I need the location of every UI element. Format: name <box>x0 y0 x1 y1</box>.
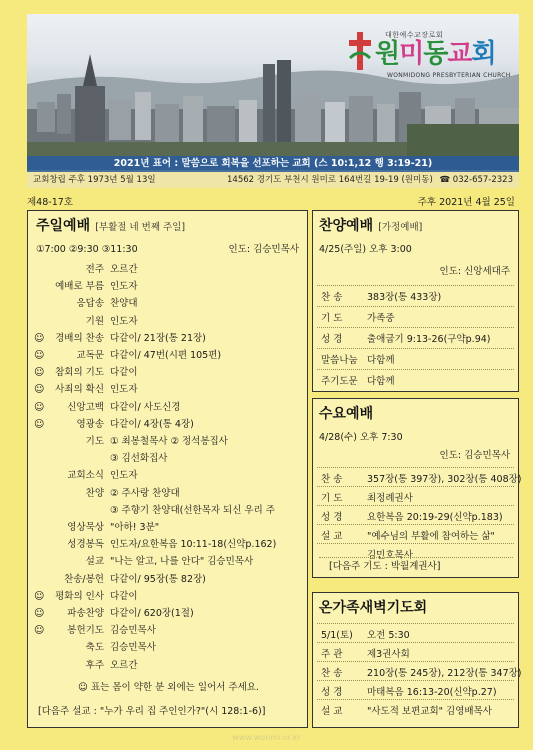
praise-subtitle: [가정예배] <box>378 222 423 233</box>
sunday-title-row <box>36 215 185 235</box>
issue-date: 주후 2021년 4월 25일 <box>417 197 515 208</box>
row-divider <box>317 642 514 643</box>
worship-order-row <box>28 641 309 655</box>
wednesday-item-value: 최정례권사 <box>367 493 413 504</box>
order-value: 다같이/ 사도신경 <box>110 401 181 413</box>
worship-order-row <box>28 435 309 449</box>
worship-order-row <box>28 383 309 397</box>
order-label: 예배로 부름 <box>55 281 104 293</box>
worship-order-row <box>28 487 309 501</box>
order-value: 김승민목사 <box>110 642 156 654</box>
order-label: 기원 <box>85 315 104 327</box>
worship-order-row <box>28 659 309 673</box>
order-value: 다같이/ 21장(통 21장) <box>110 332 206 344</box>
worship-order-row <box>28 624 309 638</box>
row-divider <box>317 623 514 624</box>
yearly-motto: 2021년 표어 : 말씀으로 회복을 선포하는 교회 (스 10:1,12 행 3:19-21) <box>27 156 519 172</box>
dawn-title: 온가족새벽기도회 <box>319 600 428 616</box>
phone-icon: ☎ <box>439 175 453 185</box>
service-times: ①7:00 ②9:30 ③11:30 <box>36 244 138 255</box>
issue-number: 제48-17호 <box>27 197 73 208</box>
praise-item-value: 가족중 <box>367 313 395 324</box>
dawn-item-label: 성 경 <box>321 687 343 698</box>
order-value: ③ 주향기 찬양대(선한목자 되신 우리 주 <box>110 504 275 516</box>
worship-order-row <box>28 280 309 294</box>
praise-item-label: 성 경 <box>321 334 343 345</box>
worship-order-row <box>28 521 309 535</box>
dawn-item-label: 5/1(토) <box>321 630 353 641</box>
church-phone: ☎ 032-657-2323 <box>439 175 513 185</box>
order-value: 인도자 <box>110 315 138 327</box>
order-label: 기도 <box>85 436 104 447</box>
order-value: ③ 김선화집사 <box>110 453 168 465</box>
worship-order-row <box>28 469 309 483</box>
footer-url: www.wonmi.or.kr <box>232 733 301 742</box>
standing-mark: ☺ <box>34 625 45 637</box>
order-value: "나는 알고, 나를 안다" 김승민목사 <box>110 556 254 568</box>
order-value: 인도자 <box>110 384 138 396</box>
praise-item-value: 다함께 <box>367 376 395 387</box>
row-divider <box>317 661 514 662</box>
logo-denomination: 대한예수교장로회 <box>385 31 444 39</box>
order-value: 찬양대 <box>110 298 138 310</box>
order-value: 다같이/ 620장(1절) <box>110 608 194 619</box>
praise-title: 찬양예배 <box>319 218 374 234</box>
order-label: 사죄의 확신 <box>55 384 104 396</box>
row-divider <box>317 327 514 328</box>
header-photo <box>27 14 519 170</box>
order-label: 평화의 인사 <box>55 590 104 602</box>
order-label: 영광송 <box>76 418 104 430</box>
row-divider <box>317 680 514 681</box>
order-value: ① 최봉철목사 ② 정석봉집사 <box>110 436 228 447</box>
church-logo <box>347 30 519 90</box>
order-label: 찬양 <box>85 487 104 499</box>
standing-mark: ☺ <box>34 608 45 619</box>
order-label: 교독문 <box>76 350 104 361</box>
sunday-leader: 인도: 김승민목사 <box>228 244 299 255</box>
order-label: 파송찬양 <box>67 608 104 619</box>
sunday-service-box <box>27 210 308 728</box>
row-divider <box>317 524 514 525</box>
wednesday-item-value: 김민호목사 <box>367 550 413 561</box>
wednesday-time: 4/28(수) 오후 7:30 <box>319 432 403 443</box>
standing-note: ☺ 표는 몸이 약한 분 외에는 일어서 주세요. <box>78 682 259 693</box>
founded-date: 교회창립 주후 1973년 5월 13일 <box>33 175 156 185</box>
dawn-item-value: "사도적 보편교회" 김영배목사 <box>367 706 492 717</box>
row-divider <box>317 285 514 286</box>
wednesday-item-value: 요한복음 20:19-29(신약p.183) <box>367 512 503 523</box>
wednesday-leader: 인도: 김승민목사 <box>439 450 510 461</box>
order-label: 봉헌기도 <box>67 625 104 637</box>
order-label: 성경봉독 <box>67 539 104 551</box>
worship-order-row <box>28 573 309 587</box>
logo-church-name: 원미동교회 <box>375 39 496 69</box>
worship-order-row <box>28 332 309 346</box>
row-divider <box>317 486 514 487</box>
order-label: 응답송 <box>76 298 104 310</box>
worship-order-row <box>28 504 309 518</box>
wednesday-item-value: "예수님의 부활에 참여하는 삶" <box>367 531 495 542</box>
order-value: 다같이/ 47번(시편 105편) <box>110 350 222 361</box>
praise-item-label: 찬 송 <box>321 292 343 303</box>
standing-mark: ☺ <box>34 418 45 430</box>
row-divider <box>317 467 514 468</box>
order-value: 다같이/ 95장(통 82장) <box>110 573 206 585</box>
wednesday-item-label: 설 교 <box>321 531 343 542</box>
dawn-item-value: 오전 5:30 <box>367 630 410 641</box>
standing-mark: ☺ <box>34 590 45 602</box>
standing-mark: ☺ <box>34 350 45 361</box>
wednesday-item-label: 찬 송 <box>321 474 343 485</box>
order-value: 인도자 <box>110 470 138 482</box>
dawn-item-label: 찬 송 <box>321 668 343 679</box>
next-sermon: [다음주 설교 : "누가 우리 집 주인인가?"(시 128:1-6)] <box>38 706 266 717</box>
praise-item-value: 출애굽기 9:13-26(구약p.94) <box>367 334 491 345</box>
worship-order-row <box>28 366 309 380</box>
logo-english-name: WONMIDONG PRESBYTERIAN CHURCH <box>387 72 511 79</box>
dawn-item-value: 210장(통 245장), 212장(통 347장) <box>367 668 522 679</box>
worship-order-row <box>28 555 309 569</box>
worship-order-row <box>28 401 309 415</box>
sunday-title: 주일예배 <box>36 218 91 234</box>
church-address: 14562 경기도 부천시 원미로 164번길 19-19 (원미동) <box>227 175 433 185</box>
dawn-item-label: 설 교 <box>321 706 343 717</box>
dawn-prayer-box <box>312 592 522 728</box>
standing-mark: ☺ <box>34 332 45 344</box>
order-label: 참회의 기도 <box>55 367 104 379</box>
sunday-subtitle: [부활절 네 번째 주일] <box>95 222 186 233</box>
order-label: 교회소식 <box>67 470 104 482</box>
wednesday-item-value: 357장(통 397장), 302장(통 408장) <box>367 474 522 485</box>
issue-row <box>27 194 519 208</box>
wednesday-item-label: 성 경 <box>321 512 343 523</box>
order-value: 오르간 <box>110 659 138 671</box>
order-value: 김승민목사 <box>110 625 156 637</box>
praise-leader: 인도: 신앙세대주 <box>439 266 510 277</box>
wednesday-service-box <box>312 398 522 578</box>
row-divider <box>317 369 514 370</box>
worship-order-row <box>28 538 309 552</box>
standing-mark: ☺ <box>34 401 45 413</box>
row-divider <box>317 699 514 700</box>
order-value: ② 주사랑 찬양대 <box>110 487 180 499</box>
praise-item-value: 다함께 <box>367 355 395 366</box>
row-divider <box>317 306 514 307</box>
row-divider <box>317 505 514 506</box>
order-value: 다같이/ 4장(통 4장) <box>110 418 194 430</box>
praise-item-value: 383장(통 433장) <box>367 292 442 303</box>
dawn-item-value: 제3권사회 <box>367 649 410 660</box>
wednesday-title: 수요예배 <box>319 406 374 422</box>
order-label: 후주 <box>85 659 104 671</box>
order-value: 인도자 <box>110 281 138 293</box>
order-label: 영상묵상 <box>67 522 104 533</box>
dawn-item-label: 주 관 <box>321 649 343 660</box>
praise-item-label: 말씀나눔 <box>321 355 358 366</box>
wednesday-item-label: 기 도 <box>321 493 343 504</box>
worship-order-row <box>28 452 309 466</box>
order-label: 경배의 찬송 <box>55 332 104 344</box>
dawn-item-value: 마태복음 16:13-20(신약p.27) <box>367 687 497 698</box>
worship-order-row <box>28 418 309 432</box>
church-info-bar <box>27 172 519 188</box>
order-value: 오르간 <box>110 264 138 275</box>
worship-order-row <box>28 590 309 604</box>
worship-order-row <box>28 349 309 363</box>
worship-order-row <box>28 297 309 311</box>
wednesday-next: [다음주 기도 : 박월계권사] <box>319 557 513 573</box>
order-label: 신앙고백 <box>67 401 104 413</box>
row-divider <box>317 348 514 349</box>
order-label: 찬송/봉헌 <box>64 573 104 585</box>
standing-mark: ☺ <box>34 367 45 379</box>
order-value: 인도자/요한복음 10:11-18(신약p.162) <box>110 539 277 551</box>
worship-order-row <box>28 315 309 329</box>
order-label: 축도 <box>85 642 104 654</box>
order-value: "아하! 3분" <box>110 522 160 533</box>
praise-item-label: 주기도문 <box>321 376 358 387</box>
worship-order-row <box>28 607 309 621</box>
order-value: 다같이 <box>110 367 138 379</box>
order-label: 전주 <box>85 264 104 275</box>
praise-title-row <box>319 215 422 235</box>
row-divider <box>317 543 514 544</box>
praise-time: 4/25(주일) 오후 3:00 <box>319 244 412 255</box>
cross-icon <box>347 30 373 72</box>
standing-mark: ☺ <box>34 384 45 396</box>
order-value: 다같이 <box>110 590 138 602</box>
order-label: 설교 <box>85 556 104 568</box>
praise-item-label: 기 도 <box>321 313 343 324</box>
worship-order-row <box>28 263 309 277</box>
praise-service-box <box>312 210 519 392</box>
